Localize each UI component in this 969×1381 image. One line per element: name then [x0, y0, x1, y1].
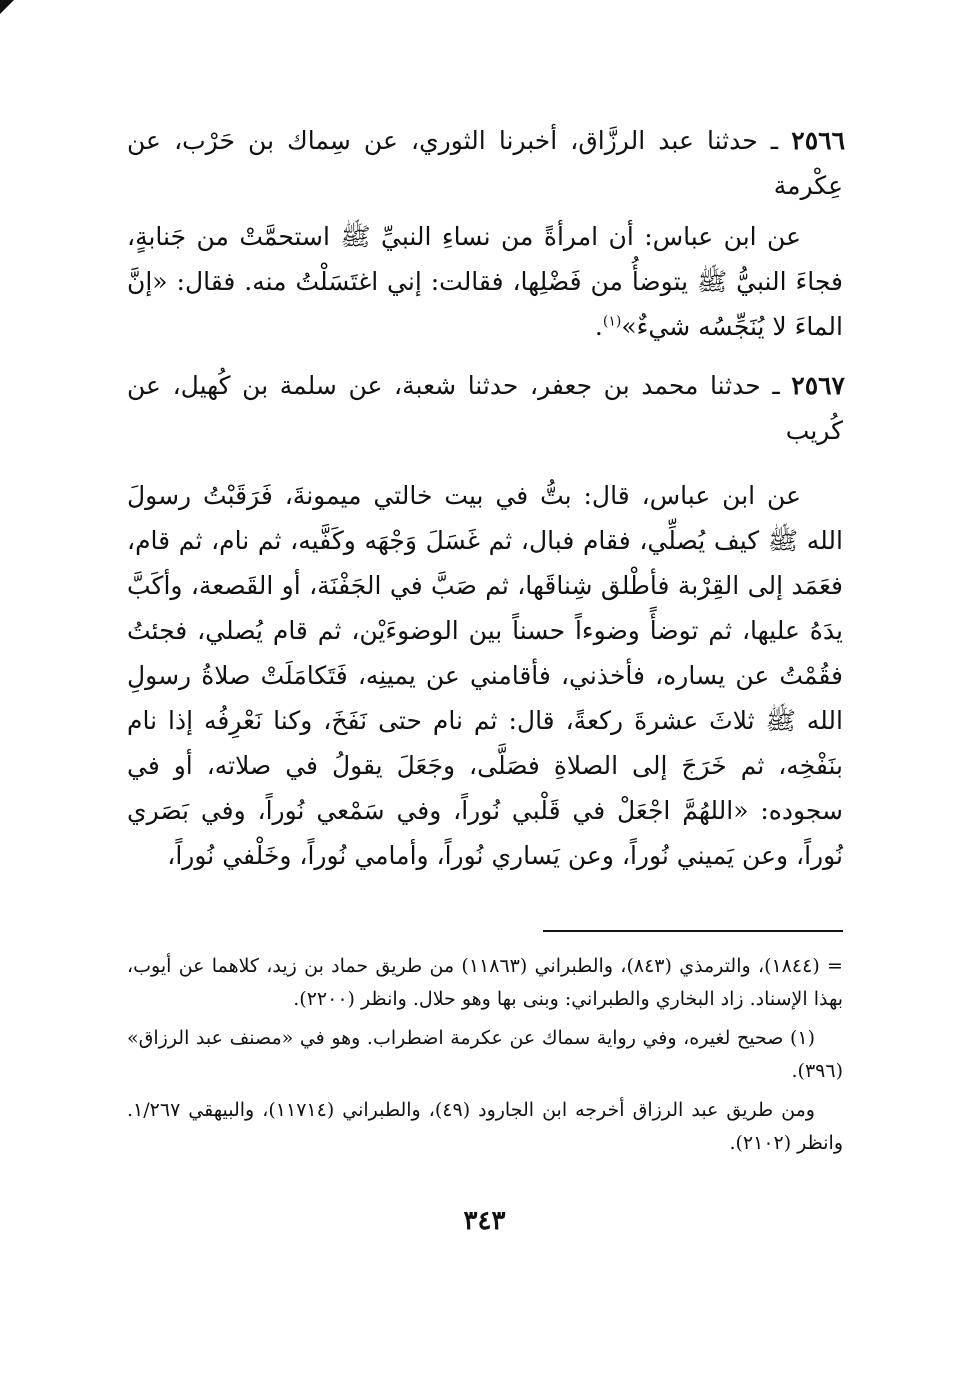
hadith-matn: عن ابن عباس، قال: بتُّ في بيت خالتي ميمونةَ، فَرَقَبْتُ رسولَ الله ﷺ كيف يُصلِّي، فقام فبال، ثم غَسَلَ وَجْهَه وكَفَّيه، ثم نام، ثم قام، فعَمَد إلى القِرْبة فأطْلق شِناقَها، ثم صَبَّ في الجَفْنَة، أو القَصعة، وأكَبَّ يدَهُ عليها، ثم توضأً وضوءاً حسناً بين الوضوءَيْن، ثم قام يُصلي، فجئتُ فقُمْتُ عن يساره، فأخذني، فأقامني عن يمينِه، فَتَكامَلَتْ صلاةُ رسولِ الله ﷺ ثلاثَ عشرةَ ركعةً، قال: ثم نام حتى نَفَخَ، وكنا نَعْرِفُه إذا نام بنَفْخِه، ثم خَرَجَ إلى الصلاةِ فصَلَّى، وجَعَلَ يقولُ في صلاته، أو في سجوده: «اللهُمَّ اجْعَلْ في قَلْبي نُوراً، وفي سَمْعي نُوراً، وفي بَصَري نُوراً، وعن يَميني نُوراً، وعن يَساري نُوراً، وأمامي نُوراً، وخَلْفي نُوراً،: [127, 481, 843, 870]
hadith-matn: عن ابن عباس: أن امرأةً من نساءِ النبيِّ ﷺ استحمَّتْ من جَنابةٍ، فجاءَ النبيُّ ﷺ يتوضأُ من فَضْلِها، فقالت: إني اغتَسَلْتُ منه. فقال: «إنَّ الماءَ لا يُنَجِّسُه شيءٌ»: [127, 222, 843, 341]
footnote-reference: (١): [602, 313, 622, 330]
page-number: ٣٤٣: [463, 1206, 506, 1236]
footnote-separator: [543, 930, 843, 932]
hadith-number: ٢٥٦٦: [791, 126, 845, 155]
hadith-2567-isnad: [127, 363, 843, 453]
hadith-2566-isnad: [127, 118, 843, 208]
footnote-1: (١) صحيح لغيره، وفي رواية سماك عن عكرمة اضطراب. وهو في «مصنف عبد الرزاق» (٣٩٦).: [127, 1027, 843, 1082]
hadith-2567-matn: [127, 473, 843, 878]
hadith-2566-matn: [127, 214, 843, 349]
main-text: [127, 118, 843, 878]
hadith-isnad: ـ حدثنا محمد بن جعفر، حدثنا شعبة، عن سلمة بن كُهيل، عن كُريب: [127, 371, 843, 445]
hadith-isnad: ـ حدثنا عبد الرزَّاق، أخبرنا الثوري، عن سِماك بن حَرْب، عن عِكْرمة: [127, 126, 843, 200]
footnote-1-continued: ومن طريق عبد الرزاق أخرجه ابن الجارود (٤٩)، والطبراني (١١٧١٤)، والبيهقي ١/٢٦٧. وانظر (٢١٠٢).: [127, 1099, 843, 1154]
hadith-number: ٢٥٦٧: [791, 371, 845, 400]
hadith-matn-end: .: [594, 312, 603, 341]
corner-crop-mark: [0, 0, 14, 14]
footnote-continuation: = (١٨٤٤)، والترمذي (٨٤٣)، والطبراني (١١٨٦٣) من طريق حماد بن زيد، كلاهما عن أيوب، بهذا الإسناد. زاد البخاري والطبراني: وبنى بها وهو حلال. وانظر (٢٢٠٠).: [127, 955, 843, 1010]
footnotes: [127, 950, 843, 1160]
